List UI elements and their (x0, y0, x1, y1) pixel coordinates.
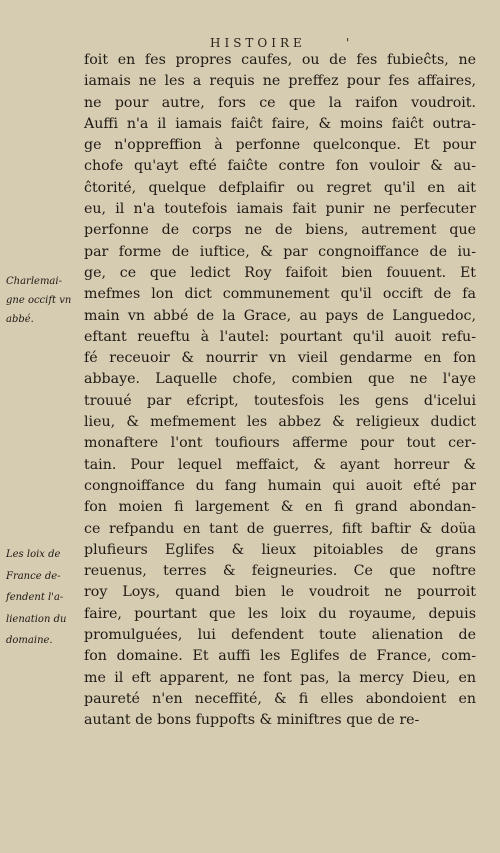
marginal-note-line: France de- (6, 570, 61, 582)
header-mark: ' (346, 36, 350, 50)
marginal-note-line: Charlemai- (6, 276, 62, 287)
marginal-note-charlemagne (6, 272, 71, 329)
marginal-note-line: domaine. (6, 635, 53, 646)
text-line: ge, ce que ledict Roy faifoit bien fouuent. Et (84, 264, 476, 281)
text-line: plufieurs Eglifes & lieux pitoiables de grans (84, 541, 476, 558)
text-line: Auffi n'a il iamais faiĉt faire, & moins faiĉt outra- (84, 115, 476, 132)
text-line: monaftere l'ont toufiours afferme pour tout cer- (84, 435, 476, 452)
text-line: iamais ne les a requis ne preffez pour fes affaires, (84, 73, 476, 90)
main-text-block (84, 50, 476, 732)
text-line: me il eft apparent, ne font pas, la mercy Dieu, en (84, 669, 476, 686)
text-line: main vn abbé de la Grace, au pays de Languedoc, (84, 307, 476, 324)
text-line: roy Loys, quand bien le voudroit ne pourroit (84, 584, 476, 601)
text-line: eu, il n'a toutefois iamais fait punir ne perfecuter (84, 201, 476, 218)
text-line: ĉtorité, quelque defplaifir ou regret qu'il en ait (84, 179, 476, 196)
text-line: tain. Pour lequel meffaict, & ayant horreur & (84, 456, 476, 473)
marginal-note-line: fendent l'a- (6, 592, 64, 603)
text-line: abbaye. Laquelle chofe, combien que ne l'aye (84, 371, 476, 388)
text-line: promulguées, lui defendent toute alienation de (84, 627, 476, 644)
text-line: reuenus, terres & feigneuries. Ce que noftre (84, 563, 476, 580)
text-line: fon domaine. Et auffi les Eglifes de France, com- (84, 648, 476, 665)
marginal-note-line: lienation du (6, 613, 67, 625)
text-line: ge n'oppreffion à perfonne quelconque. Et pour (84, 137, 476, 154)
text-line: autant de bons fuppofts & miniftres que de re- (84, 712, 420, 729)
text-line: perfonne de corps ne de biens, autrement que (84, 222, 476, 239)
marginal-note-line: gne occift vn (6, 295, 72, 306)
text-line: eftant reueftu à l'autel: pourtant qu'il auoit refu- (84, 328, 476, 345)
text-line: ce refpandu en tant de guerres, fift baftir & doüa (84, 520, 476, 537)
text-line: faire, pourtant que les loix du royaume, depuis (84, 605, 476, 622)
marginal-note-line: abbé. (6, 314, 34, 325)
text-line: foit en fes propres caufes, ou de fes fubieĉts, ne (84, 52, 476, 68)
text-line: fon moien fi largement & en fi grand abondan- (84, 499, 476, 516)
marginal-note-loix (6, 544, 66, 652)
text-line: par forme de iuftice, & par congnoiffance de iu- (84, 243, 476, 260)
text-line: fé receuoir & nourrir vn vieil gendarme en fon (84, 350, 476, 367)
text-line: chofe qu'ayt efté faiĉte contre fon vouloir & au- (84, 158, 476, 175)
text-line: ne pour autre, fors ce que la raifon voudroit. (84, 94, 476, 111)
marginal-note-line: Les loix de (6, 549, 61, 560)
text-line: paureté n'en neceffité, & fi elles abondoient en (84, 690, 476, 707)
running-title: HISTOIRE (210, 36, 306, 50)
text-line: mefmes lon dict communement qu'il occift de fa (84, 286, 476, 303)
text-line: congnoiffance du fang humain qui auoit efté par (84, 477, 476, 494)
text-line: lieu, & mefmement les abbez & religieux dudict (84, 414, 476, 431)
text-line: trouué par efcript, toutesfois les gens d'icelui (84, 392, 476, 409)
